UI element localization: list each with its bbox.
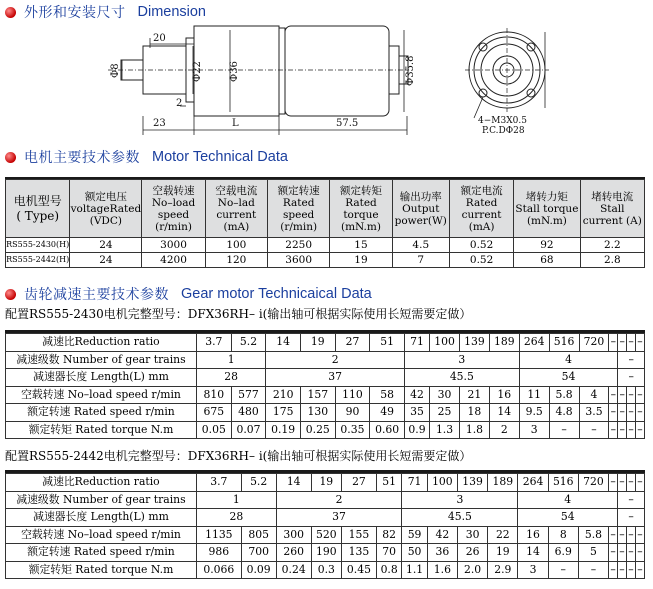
table-cell: – xyxy=(618,509,645,527)
table-cell: – xyxy=(549,421,579,439)
table-cell: 190 xyxy=(311,544,341,562)
gear-row-label: 额定转速 Rated speed r/min xyxy=(6,544,197,562)
table-cell: 27 xyxy=(341,474,376,492)
table-cell: 36 xyxy=(427,544,457,562)
table-cell: 0.066 xyxy=(197,561,242,579)
table-cell: 139 xyxy=(457,474,487,492)
table-cell: 0.24 xyxy=(276,561,311,579)
table-cell: 3.5 xyxy=(579,404,609,422)
table-cell: 25 xyxy=(430,404,460,422)
table-cell: 26 xyxy=(457,544,487,562)
table-cell: 59 xyxy=(402,526,427,544)
gear-row-label: 空载转速 No–load speed r/min xyxy=(6,526,197,544)
table-cell: 100 xyxy=(205,238,267,253)
dim-20: 20 xyxy=(153,33,166,44)
table-cell: – xyxy=(635,526,644,544)
table-cell: 264 xyxy=(518,474,548,492)
table-cell: 1.3 xyxy=(430,421,460,439)
table-cell: 3000 xyxy=(142,238,205,253)
red-bullet-icon xyxy=(5,7,16,18)
table-cell: 100 xyxy=(430,334,460,352)
table-cell: 5 xyxy=(578,544,608,562)
table-cell: 0.35 xyxy=(335,421,370,439)
table-cell: 110 xyxy=(335,386,370,404)
dim-phi22: Φ22 xyxy=(192,61,203,82)
gear-config-2: 配置RS555-2442电机完整型号：DFX36RH– i(输出轴可根据实际使用长短需要定做） xyxy=(5,449,472,463)
table-cell: 189 xyxy=(489,334,519,352)
table-cell: 520 xyxy=(311,526,341,544)
table-cell: – xyxy=(609,404,618,422)
table-cell: 3 xyxy=(518,561,548,579)
table-cell: 1.1 xyxy=(402,561,427,579)
table-cell: 16 xyxy=(518,526,548,544)
table-cell: 3 xyxy=(519,421,549,439)
table-cell: – xyxy=(636,386,645,404)
table-cell: 0.3 xyxy=(311,561,341,579)
table-cell: 15 xyxy=(330,238,392,253)
table-cell: 2 xyxy=(276,491,402,509)
motor-model-cell: RS555-2430(H) xyxy=(6,238,70,253)
table-row xyxy=(6,351,645,369)
dim-57-5: 57.5 xyxy=(336,118,359,129)
table-cell: 0.07 xyxy=(231,421,266,439)
table-cell: 1.8 xyxy=(459,421,489,439)
table-row xyxy=(6,386,645,404)
table-cell: 0.52 xyxy=(449,253,513,268)
table-cell: 4200 xyxy=(142,253,205,268)
table-cell: – xyxy=(618,404,627,422)
gear-row-label: 空载转速 No–load speed r/min xyxy=(6,386,197,404)
table-cell: – xyxy=(626,526,635,544)
dimension-section-title xyxy=(5,2,206,22)
motor-header-cell: 电机型号 ( Type) xyxy=(6,180,70,238)
table-cell: 19 xyxy=(488,544,518,562)
table-cell: 6.9 xyxy=(548,544,578,562)
table-cell: 120 xyxy=(205,253,267,268)
table-cell: 5.8 xyxy=(578,526,608,544)
table-cell: – xyxy=(609,561,618,579)
table-cell: – xyxy=(618,351,645,369)
table-cell: – xyxy=(618,334,627,352)
table-cell: 3 xyxy=(404,351,519,369)
table-cell: 45.5 xyxy=(404,369,519,387)
table-cell: – xyxy=(578,561,608,579)
table-cell: 92 xyxy=(514,238,580,253)
table-cell: 5.2 xyxy=(231,334,266,352)
table-cell: 0.09 xyxy=(241,561,276,579)
motor-header-cell: 空载转速 No–load speed (r/min) xyxy=(142,180,205,238)
table-cell: 90 xyxy=(335,404,370,422)
table-cell: – xyxy=(618,474,627,492)
table-row xyxy=(6,491,645,509)
gear-row-label: 减速级数 Number of gear trains xyxy=(6,351,197,369)
table-cell: 51 xyxy=(370,334,405,352)
gear-title-cn: 齿轮减速主要技术参数 xyxy=(24,287,169,303)
table-cell: 19 xyxy=(300,334,335,352)
table-cell: – xyxy=(618,526,627,544)
table-cell: 4 xyxy=(518,491,618,509)
table-cell: 4.8 xyxy=(549,404,579,422)
table-cell: 2.8 xyxy=(580,253,644,268)
gear-row-label: 额定转矩 Rated torque N.m xyxy=(6,561,197,579)
table-cell: 2.0 xyxy=(457,561,487,579)
table-cell: 35 xyxy=(404,404,429,422)
motor-section-title xyxy=(5,147,288,167)
table-cell: 2 xyxy=(266,351,405,369)
table-cell: 175 xyxy=(266,404,301,422)
table-cell: – xyxy=(609,526,618,544)
table-cell: 675 xyxy=(197,404,232,422)
table-cell: – xyxy=(609,334,618,352)
motor-table xyxy=(5,179,645,268)
table-cell: 516 xyxy=(548,474,578,492)
motor-header-cell: 堵转力矩 Stall torque (mN.m) xyxy=(514,180,580,238)
table-cell: 516 xyxy=(549,334,579,352)
table-cell: 2 xyxy=(489,421,519,439)
table-cell: – xyxy=(635,544,644,562)
table-cell: – xyxy=(618,561,627,579)
table-row xyxy=(6,474,645,492)
table-cell: – xyxy=(618,421,627,439)
red-bullet-icon xyxy=(5,289,16,300)
table-cell: 3.7 xyxy=(197,474,242,492)
table-cell: 42 xyxy=(427,526,457,544)
table-cell: 42 xyxy=(404,386,429,404)
table-cell: 50 xyxy=(402,544,427,562)
table-cell: 7 xyxy=(392,253,449,268)
table-cell: 100 xyxy=(427,474,457,492)
motor-header-cell: 额定电流 Rated current (mA) xyxy=(449,180,513,238)
table-cell: 1 xyxy=(197,351,266,369)
dim-phi35-8: Φ35.8 xyxy=(405,55,416,86)
table-cell: 9.5 xyxy=(519,404,549,422)
table-cell: 135 xyxy=(341,544,376,562)
table-cell: 11 xyxy=(519,386,549,404)
table-cell: 71 xyxy=(402,474,427,492)
table-cell: 0.8 xyxy=(376,561,401,579)
dim-m3: 4−M3X0.5 xyxy=(478,116,527,126)
table-cell: 27 xyxy=(335,334,370,352)
table-cell: 0.05 xyxy=(197,421,232,439)
gear-table-1 xyxy=(5,333,645,439)
dim-pcd: P.C.DΦ28 xyxy=(482,126,525,136)
table-cell: – xyxy=(636,334,645,352)
table-cell: 189 xyxy=(488,474,518,492)
gear-row-label: 减速器长度 Length(L) mm xyxy=(6,369,197,387)
table-cell: 19 xyxy=(330,253,392,268)
table-cell: 16 xyxy=(489,386,519,404)
table-cell: – xyxy=(626,561,635,579)
table-cell: 5.2 xyxy=(241,474,276,492)
table-cell: 14 xyxy=(489,404,519,422)
table-row xyxy=(6,253,645,268)
table-cell: – xyxy=(609,474,618,492)
table-cell: 37 xyxy=(276,509,402,527)
table-row xyxy=(6,369,645,387)
table-cell: 0.9 xyxy=(404,421,429,439)
table-cell: 45.5 xyxy=(402,509,518,527)
table-cell: 1 xyxy=(197,491,277,509)
table-cell: – xyxy=(618,369,645,387)
table-cell: 70 xyxy=(376,544,401,562)
table-cell: 805 xyxy=(241,526,276,544)
red-bullet-icon xyxy=(5,152,16,163)
motor-title-en: Motor Technical Data xyxy=(152,149,288,165)
table-cell: – xyxy=(548,561,578,579)
table-cell: 18 xyxy=(459,404,489,422)
motor-header-cell: 空载电流 No–lad current (mA) xyxy=(205,180,267,238)
table-cell: 51 xyxy=(376,474,401,492)
motor-model-cell: RS555-2442(H) xyxy=(6,253,70,268)
table-cell: – xyxy=(627,386,636,404)
table-cell: 30 xyxy=(430,386,460,404)
table-cell: 720 xyxy=(578,474,608,492)
gear-table-2 xyxy=(5,473,645,579)
gear-row-label: 减速比Reduction ratio xyxy=(6,334,197,352)
table-cell: 0.25 xyxy=(300,421,335,439)
gear-title-en: Gear motor Technicaical Data xyxy=(181,286,372,302)
table-cell: 210 xyxy=(266,386,301,404)
table-cell: 0.60 xyxy=(370,421,405,439)
table-cell: – xyxy=(618,544,627,562)
table-cell: 49 xyxy=(370,404,405,422)
table-cell: – xyxy=(627,421,636,439)
gear-row-label: 额定转矩 Rated torque N.m xyxy=(6,421,197,439)
table-cell: 264 xyxy=(519,334,549,352)
table-cell: 577 xyxy=(231,386,266,404)
motor-header-cell: 额定电压 voltageRated (VDC) xyxy=(70,180,142,238)
table-cell: 2.2 xyxy=(580,238,644,253)
table-cell: 2.9 xyxy=(488,561,518,579)
gear-config-1: 配置RS555-2430电机完整型号：DFX36RH– i(输出轴可根据实际使用长短需要定做） xyxy=(5,307,472,321)
dim-2: 2 xyxy=(176,98,183,109)
table-row xyxy=(6,404,645,422)
table-cell: 22 xyxy=(488,526,518,544)
table-cell: 480 xyxy=(231,404,266,422)
motor-title-cn: 电机主要技术参数 xyxy=(24,150,140,166)
table-row xyxy=(6,334,645,352)
motor-table-header xyxy=(6,180,645,238)
table-cell: 139 xyxy=(459,334,489,352)
motor-header-cell: 输出功率 Output power(W) xyxy=(392,180,449,238)
table-cell: – xyxy=(609,386,618,404)
table-row xyxy=(6,526,645,544)
table-cell: 21 xyxy=(459,386,489,404)
table-cell: 300 xyxy=(276,526,311,544)
table-cell: 3 xyxy=(402,491,518,509)
table-cell: 5.8 xyxy=(549,386,579,404)
table-cell: 155 xyxy=(341,526,376,544)
table-cell: 986 xyxy=(197,544,242,562)
table-cell: 14 xyxy=(518,544,548,562)
gear-row-label: 减速级数 Number of gear trains xyxy=(6,491,197,509)
table-cell: – xyxy=(635,474,644,492)
table-cell: 68 xyxy=(514,253,580,268)
dim-phi8: Φ8 xyxy=(110,63,121,78)
table-cell: – xyxy=(627,334,636,352)
table-cell: 260 xyxy=(276,544,311,562)
table-row xyxy=(6,509,645,527)
table-cell: – xyxy=(609,544,618,562)
table-cell: 14 xyxy=(266,334,301,352)
table-cell: 28 xyxy=(197,369,266,387)
table-cell: 130 xyxy=(300,404,335,422)
dimension-title-cn: 外形和安装尺寸 xyxy=(24,5,126,21)
table-cell: 700 xyxy=(241,544,276,562)
table-cell: – xyxy=(579,421,609,439)
table-cell: 0.52 xyxy=(449,238,513,253)
table-cell: 1135 xyxy=(197,526,242,544)
table-cell: – xyxy=(626,474,635,492)
table-cell: 54 xyxy=(518,509,618,527)
table-cell: 1.6 xyxy=(427,561,457,579)
table-cell: – xyxy=(635,561,644,579)
gear-row-label: 减速器长度 Length(L) mm xyxy=(6,509,197,527)
table-cell: – xyxy=(618,386,627,404)
table-row xyxy=(6,421,645,439)
table-cell: 810 xyxy=(197,386,232,404)
table-cell: 28 xyxy=(197,509,277,527)
table-row xyxy=(6,238,645,253)
table-cell: – xyxy=(626,544,635,562)
table-cell: 82 xyxy=(376,526,401,544)
table-cell: 4 xyxy=(519,351,618,369)
table-cell: 3600 xyxy=(268,253,330,268)
motor-header-cell: 额定转速 Rated speed (r/min) xyxy=(268,180,330,238)
gear-row-label: 额定转速 Rated speed r/min xyxy=(6,404,197,422)
table-cell: – xyxy=(618,491,645,509)
table-cell: 2250 xyxy=(268,238,330,253)
table-row xyxy=(6,561,645,579)
gear-section-title xyxy=(5,284,372,304)
table-cell: 4 xyxy=(579,386,609,404)
table-row xyxy=(6,544,645,562)
table-cell: 30 xyxy=(457,526,487,544)
table-cell: 157 xyxy=(300,386,335,404)
table-cell: 24 xyxy=(70,238,142,253)
table-cell: 58 xyxy=(370,386,405,404)
table-cell: 8 xyxy=(548,526,578,544)
table-cell: 4.5 xyxy=(392,238,449,253)
table-cell: – xyxy=(636,404,645,422)
table-cell: 24 xyxy=(70,253,142,268)
motor-header-cell: 额定转矩 Rated torque (mN.m) xyxy=(330,180,392,238)
gear-row-label: 减速比Reduction ratio xyxy=(6,474,197,492)
table-cell: 54 xyxy=(519,369,618,387)
table-cell: 0.19 xyxy=(266,421,301,439)
table-cell: 0.45 xyxy=(341,561,376,579)
table-cell: 14 xyxy=(276,474,311,492)
dimension-title-en: Dimension xyxy=(137,4,206,20)
table-cell: – xyxy=(609,421,618,439)
table-cell: 19 xyxy=(311,474,341,492)
table-cell: 71 xyxy=(404,334,429,352)
dim-23: 23 xyxy=(153,118,166,129)
dim-L: L xyxy=(232,118,239,129)
table-cell: – xyxy=(627,404,636,422)
table-cell: – xyxy=(636,421,645,439)
dim-phi36: Φ36 xyxy=(229,61,240,82)
dimension-drawing xyxy=(0,20,653,165)
motor-header-cell: 堵转电流 Stall current (A) xyxy=(580,180,644,238)
table-cell: 720 xyxy=(579,334,609,352)
table-cell: 3.7 xyxy=(197,334,232,352)
table-cell: 37 xyxy=(266,369,405,387)
